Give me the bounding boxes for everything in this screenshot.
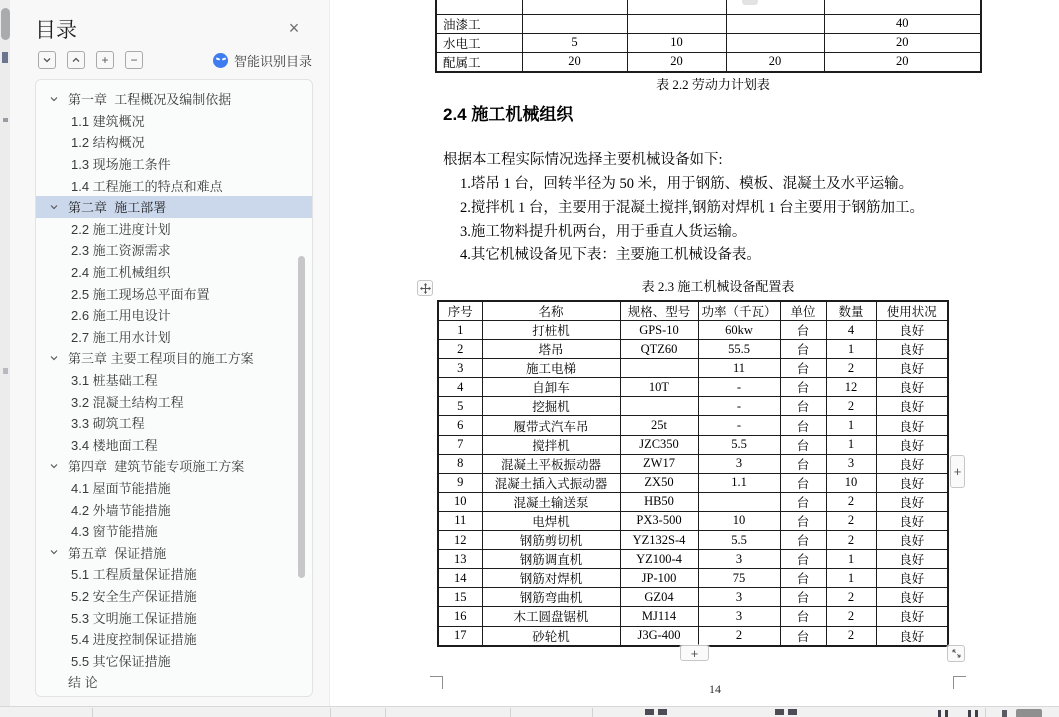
table-cell[interactable]: YZ100-4: [620, 550, 698, 569]
table-cell[interactable]: 1: [826, 435, 876, 454]
table-cell[interactable]: 台: [780, 473, 826, 492]
toc-item-label: 5.3 文明施工保证措施: [71, 610, 197, 626]
table-cell[interactable]: 14: [438, 569, 482, 588]
table-cell[interactable]: 台: [780, 626, 826, 646]
toc-item-label: 2.4 施工机械组织: [71, 265, 171, 281]
toc-item-label: 1.2 结构概况: [71, 135, 145, 151]
toc-item-label: 1.1 建筑概况: [71, 113, 145, 129]
table-cell[interactable]: 10: [627, 33, 726, 52]
toc-item[interactable]: [36, 628, 312, 650]
table-header-cell[interactable]: 单位: [780, 301, 826, 321]
margin-corner-mark: [430, 676, 443, 689]
toc-item[interactable]: [36, 520, 312, 542]
toc-item[interactable]: [36, 110, 312, 132]
toc-item-label: 2.2 施工进度计划: [71, 221, 171, 237]
toc-item-label: 3.2 混凝土结构工程: [71, 394, 184, 410]
machinery-table-caption[interactable]: 表 2.3 施工机械设备配置表: [641, 279, 795, 294]
table-row: [436, 14, 981, 33]
clipped-bottom-bar: [0, 706, 1059, 717]
toc-item-label: 2.3 施工资源需求: [71, 243, 171, 259]
table-cell[interactable]: 混凝土输送泵: [482, 492, 620, 511]
toc-item-label: 2.7 施工用水计划: [71, 329, 171, 345]
table-cell[interactable]: 良好: [876, 473, 948, 492]
table-row: [438, 340, 948, 359]
table-cell[interactable]: 良好: [876, 340, 948, 359]
paragraph[interactable]: 2.搅拌机 1 台，主要用于混凝土搅拌,钢筋对焊机 1 台主要用于钢筋加工。: [460, 200, 924, 216]
toc-item-label: 1.3 现场施工条件: [71, 157, 171, 173]
table-cell[interactable]: 15: [438, 588, 482, 607]
table-cell[interactable]: YZ132S-4: [620, 531, 698, 550]
table-cell[interactable]: 2: [698, 626, 780, 646]
table-cell[interactable]: ZX50: [620, 473, 698, 492]
clipped-glyph: [775, 709, 784, 715]
clipped-glyph: [945, 710, 948, 717]
table-cell[interactable]: 1: [826, 550, 876, 569]
table-row: [438, 607, 948, 626]
toc-item-label: 结 论: [68, 675, 98, 691]
table-header-cell[interactable]: 使用状况: [876, 301, 948, 321]
add-row-button[interactable]: +: [680, 645, 709, 661]
table-row: [438, 321, 948, 340]
plus-icon: +: [101, 53, 109, 67]
table-cell[interactable]: 良好: [876, 531, 948, 550]
table-cell[interactable]: [620, 397, 698, 416]
table-cell[interactable]: 10: [698, 511, 780, 530]
table-cell[interactable]: -: [698, 416, 780, 435]
table-cell[interactable]: 良好: [876, 378, 948, 397]
table-cell[interactable]: 台: [780, 378, 826, 397]
toc-item[interactable]: [36, 541, 312, 563]
table-row: [438, 550, 948, 569]
table-cell[interactable]: 台: [780, 340, 826, 359]
table-cell[interactable]: 2: [826, 588, 876, 607]
separator: [92, 708, 93, 717]
table-cell[interactable]: 台: [780, 550, 826, 569]
table-row: [436, 33, 981, 52]
table-cell[interactable]: [726, 14, 824, 33]
clipped-glyph: [975, 710, 978, 717]
clipped-icon: [2, 52, 8, 63]
table-cell[interactable]: 良好: [876, 435, 948, 454]
separator: [385, 708, 386, 717]
table-cell[interactable]: 台: [780, 416, 826, 435]
clipped-icon: [3, 118, 8, 122]
table-cell[interactable]: 11: [698, 359, 780, 378]
table-cell[interactable]: 3: [438, 359, 482, 378]
clipped-icon: [3, 368, 8, 374]
table-cell[interactable]: 2: [826, 626, 876, 646]
table-cell[interactable]: 塔吊: [482, 340, 620, 359]
table-move-handle[interactable]: [417, 280, 433, 296]
paragraph[interactable]: 根据本工程实际情况选择主要机械设备如下:: [443, 152, 723, 168]
toc-item-label: 5.5 其它保证措施: [71, 653, 171, 669]
toc-item-label: 3.4 楼地面工程: [71, 437, 158, 453]
table-cell[interactable]: 10: [438, 492, 482, 511]
table-cell[interactable]: 良好: [876, 550, 948, 569]
toc-item-label: 第五章 保证措施: [68, 545, 167, 561]
table-row: [438, 569, 948, 588]
clipped-glyph: [938, 710, 941, 717]
clipped-button: [1016, 709, 1042, 717]
table-cell[interactable]: 施工电梯: [482, 359, 620, 378]
table-cell[interactable]: JZC350: [620, 435, 698, 454]
table-cell[interactable]: 6: [438, 416, 482, 435]
table-cell[interactable]: 钢筋对焊机: [482, 569, 620, 588]
toc-item[interactable]: [36, 606, 312, 628]
table-cell[interactable]: 1: [826, 340, 876, 359]
table-cell[interactable]: 混凝土插入式振动器: [482, 473, 620, 492]
table-cell[interactable]: -: [698, 378, 780, 397]
toc-item-label: 5.1 工程质量保证措施: [71, 567, 197, 583]
table-cell[interactable]: 2: [826, 607, 876, 626]
toc-item[interactable]: [36, 585, 312, 607]
toc-item[interactable]: [36, 390, 312, 412]
table-cell[interactable]: [436, 0, 522, 14]
table-row: [438, 416, 948, 435]
minus-icon: −: [130, 53, 138, 67]
toc-item-label: 1.4 工程施工的特点和难点: [71, 178, 223, 194]
table-cell[interactable]: 良好: [876, 588, 948, 607]
table-cell[interactable]: 2: [438, 340, 482, 359]
table-cell[interactable]: 25t: [620, 416, 698, 435]
table-cell[interactable]: 钢筋剪切机: [482, 531, 620, 550]
table-cell[interactable]: 40: [824, 14, 981, 33]
toc-item[interactable]: [36, 196, 312, 218]
table-cell[interactable]: JP-100: [620, 569, 698, 588]
table-cell[interactable]: 良好: [876, 626, 948, 646]
table-cell[interactable]: [698, 492, 780, 511]
table-cell[interactable]: 20: [522, 52, 627, 72]
table-cell[interactable]: 台: [780, 569, 826, 588]
table-cell[interactable]: 60kw: [698, 321, 780, 340]
table-cell[interactable]: 台: [780, 588, 826, 607]
table-cell[interactable]: 台: [780, 454, 826, 473]
table-header-cell[interactable]: 规格、型号: [620, 301, 698, 321]
separator: [510, 708, 511, 717]
table-cell[interactable]: 良好: [876, 454, 948, 473]
chevron-down-icon: [42, 55, 52, 65]
table-cell[interactable]: 75: [698, 569, 780, 588]
page-number: 14: [709, 682, 721, 696]
table-cell[interactable]: 挖掘机: [482, 397, 620, 416]
paragraph[interactable]: 1.塔吊 1 台，回转半径为 50 米，用于钢筋、模板、混凝土及水平运输。: [460, 176, 914, 192]
table-cell[interactable]: [522, 14, 627, 33]
clipped-glyph: [658, 709, 667, 715]
table-cell[interactable]: ZW17: [620, 454, 698, 473]
labor-table-caption[interactable]: 表 2.2 劳动力计划表: [656, 77, 770, 92]
table-cell[interactable]: -: [698, 397, 780, 416]
table-cell[interactable]: 2: [826, 531, 876, 550]
table-cell[interactable]: 1: [438, 321, 482, 340]
table-row: [438, 454, 948, 473]
toc-item[interactable]: [36, 455, 312, 477]
table-cell[interactable]: [620, 359, 698, 378]
table-cell[interactable]: 17: [438, 626, 482, 646]
toc-item-label: 5.4 进度控制保证措施: [71, 632, 197, 648]
table-header-cell[interactable]: 数量: [826, 301, 876, 321]
table-cell[interactable]: 台: [780, 397, 826, 416]
ai-badge-icon: [213, 53, 228, 68]
toc-collapse-all-button[interactable]: [125, 51, 143, 69]
table-cell[interactable]: 3: [698, 454, 780, 473]
table-cell[interactable]: 9: [438, 473, 482, 492]
table-cell[interactable]: [726, 33, 824, 52]
table-cell[interactable]: 钢筋调直机: [482, 550, 620, 569]
table-cell[interactable]: 油漆工: [436, 14, 522, 33]
chevron-down-icon[interactable]: [49, 461, 63, 471]
table-cell[interactable]: 20: [726, 52, 824, 72]
table-cell[interactable]: 木工圆盘锯机: [482, 607, 620, 626]
toc-item[interactable]: [36, 282, 312, 304]
table-cell[interactable]: 良好: [876, 569, 948, 588]
margin-corner-mark: [953, 676, 966, 689]
table-cell[interactable]: 良好: [876, 607, 948, 626]
toc-collapse-button[interactable]: [38, 51, 56, 69]
table-row: [436, 0, 981, 14]
table-cell[interactable]: [824, 0, 981, 14]
table-row: [438, 435, 948, 454]
table-cell[interactable]: 8: [438, 454, 482, 473]
table-row: [438, 531, 948, 550]
toc-item[interactable]: [36, 347, 312, 369]
table-header-cell[interactable]: 名称: [482, 301, 620, 321]
toc-item[interactable]: [36, 649, 312, 671]
table-row: [438, 378, 948, 397]
table-cell[interactable]: 砂轮机: [482, 626, 620, 646]
table-cell[interactable]: 1: [826, 416, 876, 435]
clipped-glyph: [645, 709, 654, 715]
toc-item[interactable]: [36, 412, 312, 434]
table-cell[interactable]: 钢筋弯曲机: [482, 588, 620, 607]
toc-item-label: 3.3 砌筑工程: [71, 416, 145, 432]
toc-item[interactable]: [36, 174, 312, 196]
table-cell[interactable]: 良好: [876, 359, 948, 378]
table-cell[interactable]: 5: [522, 33, 627, 52]
toc-expand-button[interactable]: [67, 51, 85, 69]
table-cell[interactable]: 台: [780, 359, 826, 378]
table-cell[interactable]: 4: [438, 378, 482, 397]
toc-item[interactable]: [36, 88, 312, 110]
toc-item-label: 4.1 屋面节能措施: [71, 480, 171, 496]
scroll-grip[interactable]: [1, 8, 10, 40]
chevron-down-icon[interactable]: [49, 547, 63, 557]
table-cell[interactable]: 5.5: [698, 435, 780, 454]
toc-card: [35, 79, 313, 697]
paragraph[interactable]: 3.施工物料提升机两台，用于垂直人货运输。: [460, 224, 747, 240]
table-cell[interactable]: 良好: [876, 416, 948, 435]
table-cell[interactable]: 2: [826, 492, 876, 511]
table-cell[interactable]: 台: [780, 321, 826, 340]
toc-item-label: 第二章 施工部署: [68, 200, 167, 216]
table-header-row: [438, 301, 948, 321]
chevron-down-icon[interactable]: [49, 202, 63, 212]
table-cell[interactable]: 台: [780, 492, 826, 511]
table-row: [438, 492, 948, 511]
table-cell[interactable]: 1: [826, 569, 876, 588]
clipped-glyph: [968, 710, 971, 717]
toc-item[interactable]: [36, 477, 312, 499]
table-cell[interactable]: 1.1: [698, 473, 780, 492]
table-cell[interactable]: 台: [780, 511, 826, 530]
table-cell[interactable]: 电焊机: [482, 511, 620, 530]
chevron-down-icon[interactable]: [49, 353, 63, 363]
table-cell[interactable]: 4: [826, 321, 876, 340]
table-cell[interactable]: 20: [627, 52, 726, 72]
table-cell[interactable]: 11: [438, 511, 482, 530]
toc-item[interactable]: [36, 369, 312, 391]
diagonal-arrows-icon: [951, 648, 962, 659]
left-tool-strip: [0, 0, 10, 706]
smart-recognize-toc-button[interactable]: [213, 52, 312, 69]
table-cell[interactable]: GPS-10: [620, 321, 698, 340]
toc-item[interactable]: [36, 218, 312, 240]
table-cell[interactable]: 台: [780, 435, 826, 454]
table-row: [436, 52, 981, 72]
table-row: [438, 511, 948, 530]
toc-expand-all-button[interactable]: [96, 51, 114, 69]
table-cell[interactable]: 13: [438, 550, 482, 569]
toc-item-label: 第三章 主要工程项目的施工方案: [68, 351, 254, 367]
table-cell[interactable]: 12: [438, 531, 482, 550]
table-cell[interactable]: 5: [438, 397, 482, 416]
toc-item[interactable]: [36, 326, 312, 348]
toc-item[interactable]: [36, 304, 312, 326]
toc-item[interactable]: [36, 131, 312, 153]
toc-item-label: 4.3 窗节能措施: [71, 524, 158, 540]
table-cell[interactable]: 良好: [876, 397, 948, 416]
toc-item-label: 2.6 施工用电设计: [71, 308, 171, 324]
table-cell[interactable]: 16: [438, 607, 482, 626]
table-cell[interactable]: HB50: [620, 492, 698, 511]
table-cell[interactable]: 良好: [876, 492, 948, 511]
chevron-down-icon[interactable]: [49, 94, 63, 104]
table-cell[interactable]: 3: [698, 607, 780, 626]
table-cell[interactable]: 7: [438, 435, 482, 454]
table-cell[interactable]: [627, 0, 726, 14]
toc-item[interactable]: [36, 563, 312, 585]
toc-item-label: 4.2 外墙节能措施: [71, 502, 171, 518]
table-cell[interactable]: 搅拌机: [482, 435, 620, 454]
table-cell[interactable]: 履带式汽车吊: [482, 416, 620, 435]
table-cell[interactable]: 3: [698, 588, 780, 607]
table-cell[interactable]: [726, 0, 824, 14]
toc-item-label: 第一章 工程概况及编制依据: [68, 92, 232, 108]
section-heading[interactable]: 2.4 施工机械组织: [443, 105, 574, 124]
table-cell[interactable]: 2: [826, 511, 876, 530]
toc-item[interactable]: [36, 261, 312, 283]
paragraph[interactable]: 4.其它机械设备见下表：主要施工机械设备表。: [460, 247, 761, 263]
table-cell[interactable]: GZ04: [620, 588, 698, 607]
table-cell[interactable]: 混凝土平板振动器: [482, 454, 620, 473]
table-cell[interactable]: 2: [826, 359, 876, 378]
clipped-glyph: [788, 709, 797, 715]
toc-item[interactable]: [36, 239, 312, 261]
table-cell[interactable]: 台: [780, 607, 826, 626]
toc-item-label: 5.2 安全生产保证措施: [71, 588, 197, 604]
table-row: [438, 359, 948, 378]
move-cross-icon: [420, 283, 431, 294]
table-row: [438, 626, 948, 646]
table-cell[interactable]: 5.5: [698, 531, 780, 550]
table-cell[interactable]: J3G-400: [620, 626, 698, 646]
table-cell[interactable]: 3: [698, 550, 780, 569]
separator: [592, 708, 593, 717]
table-cell[interactable]: 自卸车: [482, 378, 620, 397]
table-cell[interactable]: 良好: [876, 511, 948, 530]
table-cell[interactable]: QTZ60: [620, 340, 698, 359]
smart-recognize-label: 智能识别目录: [234, 54, 313, 69]
table-row: [438, 473, 948, 492]
table-cell[interactable]: 水电工: [436, 33, 522, 52]
machinery-table: [437, 300, 949, 647]
table-cell[interactable]: 10T: [620, 378, 698, 397]
toc-item-label: 第四章 建筑节能专项施工方案: [68, 459, 245, 475]
table-row: [438, 397, 948, 416]
table-cell[interactable]: 2: [826, 397, 876, 416]
table-cell[interactable]: [522, 0, 627, 14]
table-cell[interactable]: 12: [826, 378, 876, 397]
table-cell[interactable]: PX3-500: [620, 511, 698, 530]
table-cell[interactable]: 配属工: [436, 52, 522, 72]
close-icon[interactable]: ×: [288, 18, 300, 38]
toc-item[interactable]: [36, 434, 312, 456]
table-header-cell[interactable]: 序号: [438, 301, 482, 321]
toc-item[interactable]: [36, 498, 312, 520]
table-cell[interactable]: 10: [826, 473, 876, 492]
table-cell[interactable]: 台: [780, 531, 826, 550]
separator: [985, 708, 986, 717]
table-cell[interactable]: 3: [826, 454, 876, 473]
table-cell[interactable]: [627, 14, 726, 33]
chevron-up-icon: [71, 55, 81, 65]
table-row: [438, 588, 948, 607]
toc-item-label: 2.5 施工现场总平面布置: [71, 286, 210, 302]
table-cell[interactable]: 打桩机: [482, 321, 620, 340]
toc-panel: [10, 0, 330, 706]
toc-item-label: 3.1 桩基础工程: [71, 373, 158, 389]
add-column-button[interactable]: +: [950, 455, 965, 488]
table-cell[interactable]: MJ114: [620, 607, 698, 626]
toc-panel-title: 目录: [35, 19, 77, 42]
clipped-glyph: [1002, 710, 1007, 717]
separator: [330, 708, 331, 717]
toc-item[interactable]: [36, 153, 312, 175]
toc-scrollbar-thumb[interactable]: [298, 256, 305, 578]
table-cell[interactable]: 55.5: [698, 340, 780, 359]
toc-tree: [36, 88, 312, 693]
labor-plan-table: [435, 0, 982, 73]
table-resize-handle[interactable]: [947, 645, 965, 662]
toc-item[interactable]: [36, 671, 312, 693]
table-header-cell[interactable]: 功率（千瓦）: [698, 301, 780, 321]
table-cell[interactable]: 20: [824, 33, 981, 52]
table-cell[interactable]: 良好: [876, 321, 948, 340]
table-cell[interactable]: 20: [824, 52, 981, 72]
